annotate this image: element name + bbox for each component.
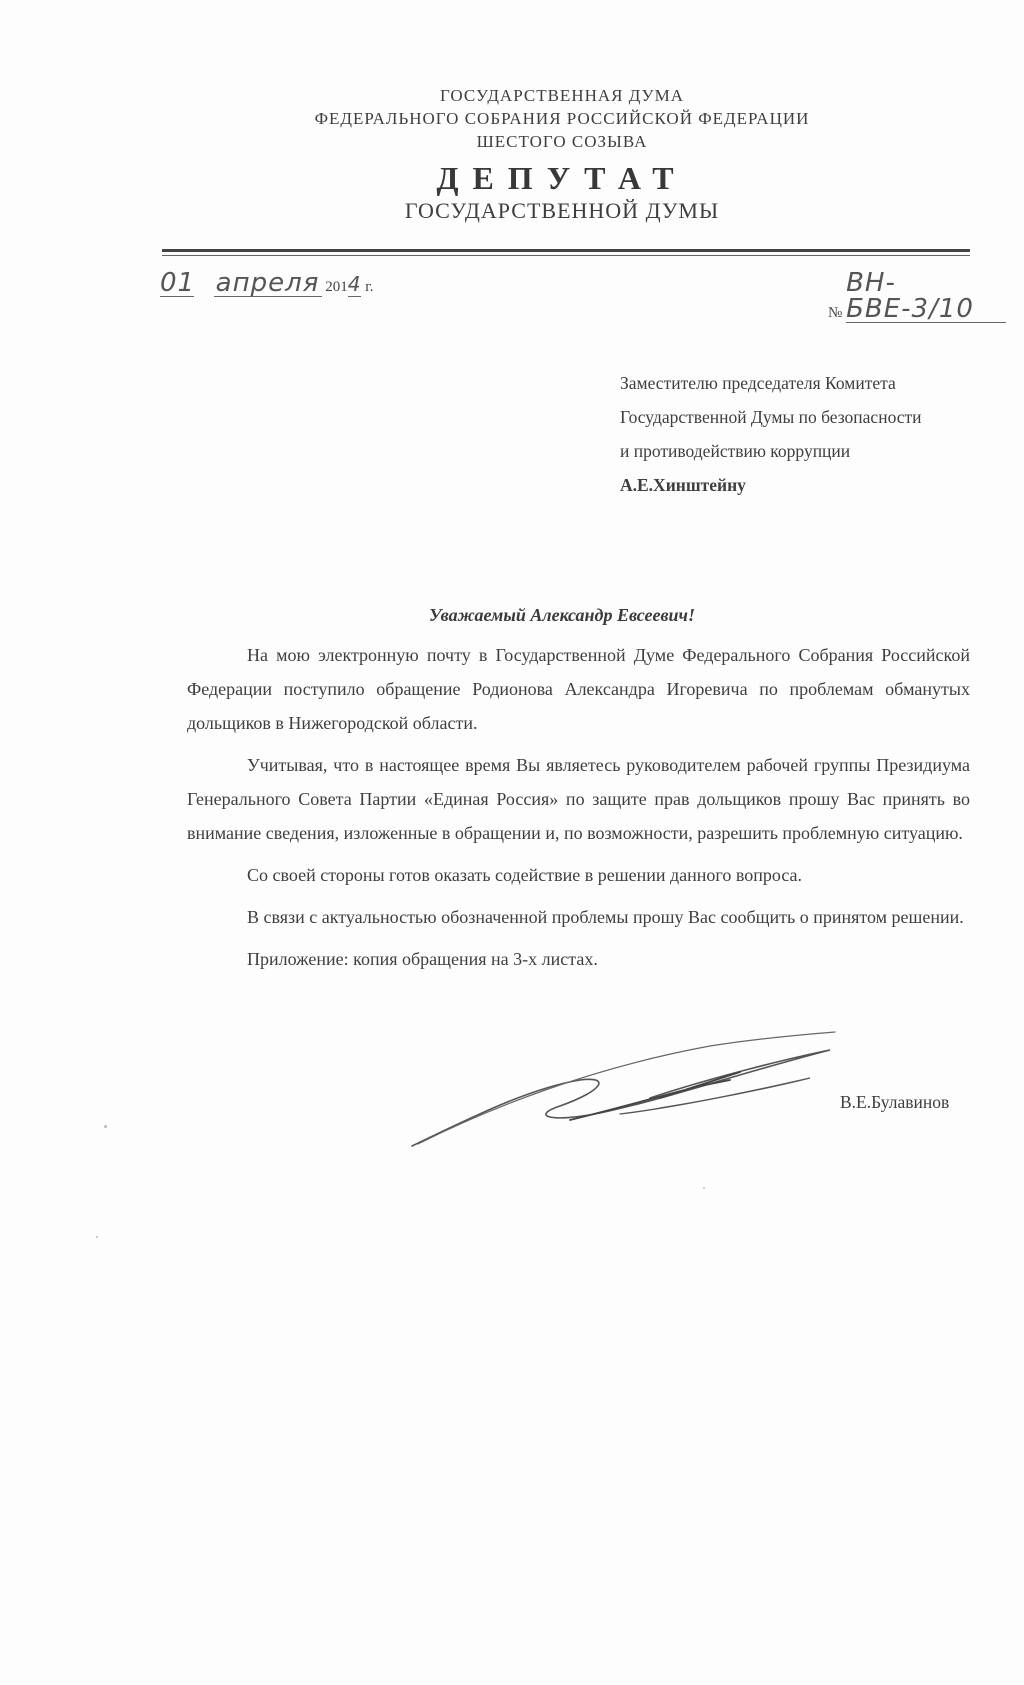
paragraph-3: Со своей стороны готов оказать содействие в решении данного вопроса. — [247, 865, 803, 885]
letterhead-title: ДЕПУТАТ — [436, 160, 688, 196]
paragraph-1: На мою электронную почту в Государственной Думе Федерального Собрания Российской Федерации поступило обращение Родионова Александра Игоревича по проблемам обманутых дольщиков в Нижегородской области. — [187, 645, 970, 733]
scan-speck — [703, 1187, 705, 1189]
letterhead — [0, 84, 1024, 225]
letterhead-rule-thin — [162, 255, 970, 256]
scan-speck — [104, 1125, 107, 1128]
date-day: 01 — [160, 268, 196, 298]
date-year-prefix: 201 — [325, 279, 348, 295]
handwritten-signature — [410, 1028, 850, 1158]
addressee-name: А.Е.Хинштейну — [620, 475, 746, 495]
letter-body — [187, 638, 970, 984]
date-year-mark: г. — [365, 279, 374, 295]
addressee-block — [620, 366, 922, 502]
reference-number: ВН-БВЕ-3/10 — [846, 270, 1006, 323]
signer-name: В.Е.Булавинов — [840, 1092, 950, 1112]
paragraph-4: В связи с актуальностью обозначенной проблемы прошу Вас сообщить о принятом решении. — [247, 907, 964, 927]
letterhead-line-2: ФЕДЕРАЛЬНОГО СОБРАНИЯ РОССИЙСКОЙ ФЕДЕРАЦИИ — [314, 109, 810, 128]
date-year-suffix: 4 — [347, 272, 362, 296]
letterhead-rule-thick — [162, 249, 970, 252]
date-line — [160, 270, 373, 297]
letterhead-line-3: ШЕСТОГО СОЗЫВА — [476, 132, 648, 151]
letterhead-subtitle: ГОСУДАРСТВЕННОЙ ДУМЫ — [404, 198, 720, 223]
salutation: Уважаемый Александр Евсеевич! — [428, 605, 696, 625]
reference-label: № — [828, 305, 843, 321]
addressee-line-3: и противодействию коррупции — [620, 441, 851, 461]
paragraph-2: Учитывая, что в настоящее время Вы являетесь руководителем рабочей группы Президиума Генерального Совета Партии «Единая Россия» по защите прав дольщиков прошу Вас принять во внимание сведения, изложенные в обращении и, по возможности, разрешить проблемную ситуацию. — [187, 755, 970, 843]
scan-speck — [96, 1236, 98, 1238]
paragraph-5: Приложение: копия обращения на 3-х листах. — [247, 949, 598, 969]
date-month: апреля — [214, 270, 322, 297]
addressee-line-2: Государственной Думы по безопасности — [620, 407, 922, 427]
reference-line — [828, 270, 1006, 323]
letterhead-line-1: ГОСУДАРСТВЕННАЯ ДУМА — [440, 86, 684, 105]
addressee-line-1: Заместителю председателя Комитета — [620, 373, 896, 393]
